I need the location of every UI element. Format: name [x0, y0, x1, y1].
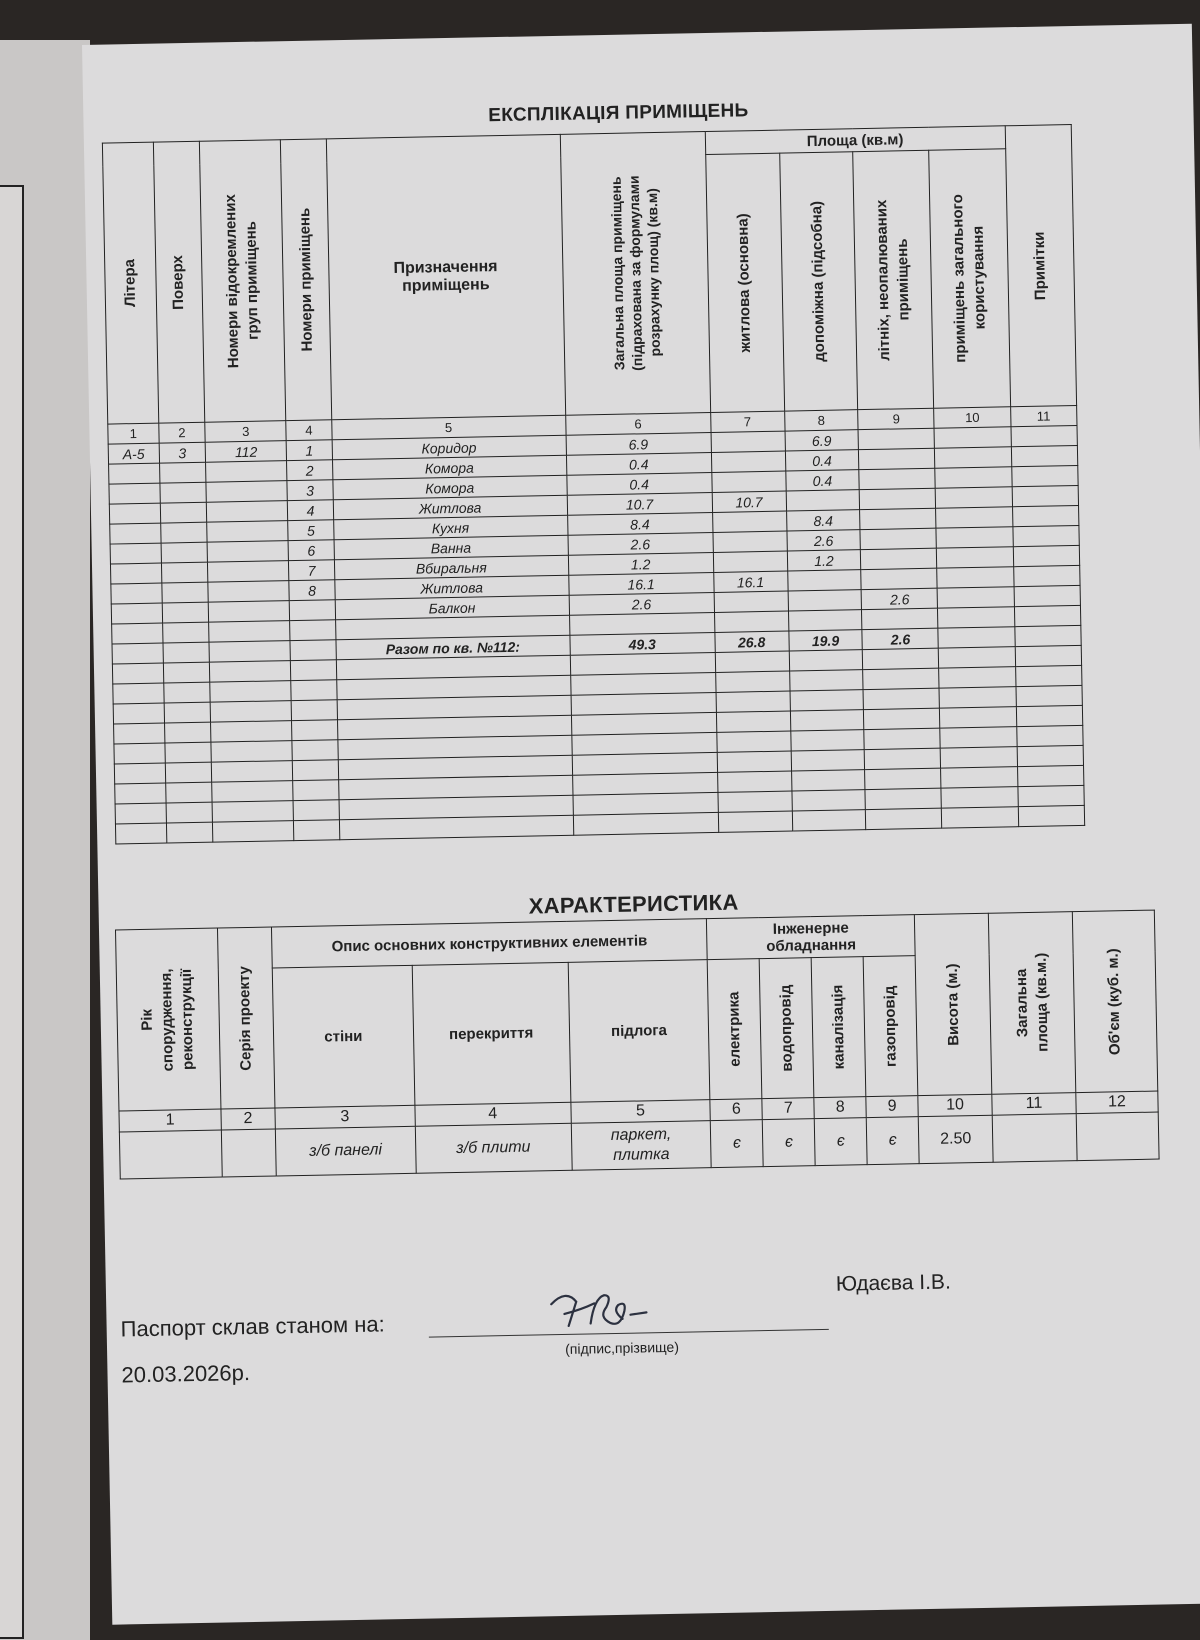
col-index: 6: [565, 413, 710, 436]
col-index: 2: [221, 1108, 275, 1130]
table-cell: [940, 727, 1016, 748]
table-cell: [212, 761, 293, 783]
table-cell: [291, 680, 337, 701]
table-cell: [790, 710, 864, 731]
table-cell: [937, 547, 1013, 568]
table-cell: [865, 768, 941, 789]
col-index: 7: [762, 1098, 814, 1120]
table-cell: [936, 507, 1012, 528]
table-cell: 10.7: [567, 492, 712, 515]
header-height: Висота (м.): [943, 963, 962, 1046]
table-cell: Вбиральня: [334, 555, 568, 579]
table-cell: [570, 672, 715, 695]
table-cell: [292, 720, 338, 741]
table-cell: [294, 820, 340, 841]
table-cell: [339, 815, 573, 839]
col-index: 9: [866, 1096, 918, 1118]
table-cell: [1017, 745, 1084, 766]
table-cell: [1015, 665, 1082, 686]
col-index: 2: [158, 422, 205, 443]
header-total-area-char: Загальна площа (кв.м.): [1012, 953, 1052, 1053]
table-cell: [788, 610, 862, 631]
table-cell: [715, 651, 789, 672]
table-cell: [210, 661, 291, 683]
char-value-electric: є: [711, 1120, 764, 1168]
char-value: [119, 1130, 222, 1179]
document-page: [82, 24, 1200, 1625]
table-cell: [212, 781, 293, 803]
table-cell: [159, 462, 206, 483]
char-value-walls: з/б панелі: [275, 1126, 416, 1176]
header-floors-over: перекриття: [412, 962, 571, 1105]
table-cell: [1015, 645, 1082, 666]
table-cell: [161, 582, 208, 603]
table-cell: 0.4: [566, 472, 711, 495]
table-cell: 2.6: [569, 592, 714, 615]
table-cell: 26.8: [715, 631, 789, 652]
table-cell: [935, 467, 1011, 488]
table-cell: [864, 708, 940, 729]
table-cell: [115, 783, 166, 804]
table-cell: [860, 508, 936, 529]
table-cell: [718, 791, 792, 812]
header-common: приміщень загального користування: [949, 194, 989, 364]
table-cell: [717, 771, 791, 792]
table-cell: [938, 607, 1014, 628]
table-cell: [936, 527, 1012, 548]
left-page-edge: [0, 40, 90, 1640]
table-cell: [114, 743, 165, 764]
table-cell: [715, 671, 789, 692]
char-value-water: є: [763, 1119, 816, 1167]
col-index: 1: [108, 423, 159, 444]
table-cell: [207, 501, 288, 523]
col-index: 4: [286, 420, 332, 441]
table-cell: [936, 487, 1012, 508]
table-cell: [572, 752, 717, 775]
left-page-border: [0, 185, 24, 1639]
col-index: 8: [814, 1097, 866, 1119]
table-cell: [110, 523, 161, 544]
table-cell: [1011, 465, 1078, 486]
table-cell: [109, 503, 160, 524]
table-cell: [209, 641, 290, 663]
table-cell: [208, 581, 289, 603]
table-cell: [161, 542, 208, 563]
table-cell: [859, 448, 935, 469]
table-cell: [291, 700, 337, 721]
table-cell: 19.9: [788, 630, 862, 651]
header-walls: стіни: [272, 965, 414, 1108]
table-cell: [1017, 765, 1084, 786]
table-cell: [115, 823, 166, 844]
table-cell: [572, 772, 717, 795]
table-cell: [939, 687, 1015, 708]
col-index: 8: [784, 410, 858, 431]
header-gas: газопровід: [880, 985, 900, 1067]
table-cell: Житлова: [335, 575, 569, 599]
characteristics-title: ХАРАКТЕРИСТИКА: [528, 889, 739, 919]
header-floor: підлога: [568, 960, 710, 1103]
table-cell: [861, 568, 937, 589]
header-notes: Примітки: [1031, 231, 1050, 301]
col-index: 10: [934, 407, 1010, 428]
table-cell: Комора: [332, 455, 566, 479]
table-cell: [1016, 705, 1083, 726]
table-cell: [860, 528, 936, 549]
table-cell: [1011, 445, 1078, 466]
characteristics-table: [115, 910, 1160, 1180]
table-cell: [863, 668, 939, 689]
table-cell: [792, 810, 866, 831]
header-poverkh: Поверх: [169, 254, 188, 310]
table-cell: [865, 748, 941, 769]
table-cell: 8.4: [786, 510, 860, 531]
table-cell: 112: [205, 441, 286, 463]
col-index: 9: [858, 408, 934, 429]
table-cell: [939, 647, 1015, 668]
table-cell: 8.4: [567, 512, 712, 535]
table-cell: [207, 521, 288, 543]
table-cell: [290, 620, 336, 641]
table-cell: [165, 762, 212, 783]
table-cell: [160, 502, 207, 523]
table-cell: [290, 640, 336, 661]
table-cell: [937, 567, 1013, 588]
table-cell: [206, 461, 287, 483]
table-cell: Коридор: [332, 435, 566, 459]
table-cell: 8: [289, 580, 335, 601]
table-cell: [113, 703, 164, 724]
table-cell: [790, 730, 864, 751]
table-cell: [1016, 725, 1083, 746]
table-cell: [791, 770, 865, 791]
table-cell: [862, 608, 938, 629]
table-cell: [570, 652, 715, 675]
char-value-sewer: є: [814, 1118, 867, 1166]
table-cell: [942, 807, 1018, 828]
header-volume: Об'єм (куб. м.): [1105, 947, 1125, 1055]
col-index: 4: [415, 1102, 571, 1126]
table-cell: [711, 471, 785, 492]
header-year: Рік спорудження, реконструкції: [138, 967, 198, 1072]
table-cell: [114, 763, 165, 784]
table-cell: [163, 682, 210, 703]
table-cell: [571, 692, 716, 715]
table-cell: [573, 792, 718, 815]
table-cell: [865, 788, 941, 809]
table-cell: [162, 602, 209, 623]
char-value: [1076, 1112, 1159, 1161]
table-cell: [1012, 505, 1079, 526]
table-cell: [571, 732, 716, 755]
table-cell: 7: [289, 560, 335, 581]
table-cell: [790, 690, 864, 711]
table-cell: [164, 722, 211, 743]
table-cell: [209, 621, 290, 643]
table-cell: [938, 627, 1014, 648]
table-cell: [159, 482, 206, 503]
table-cell: [211, 721, 292, 743]
table-cell: [711, 431, 785, 452]
table-cell: 6.9: [566, 433, 711, 456]
table-cell: [290, 600, 336, 621]
table-cell: [292, 740, 338, 761]
table-cell: [861, 548, 937, 569]
col-index: 7: [710, 411, 784, 432]
col-index: 1: [119, 1109, 221, 1132]
table-cell: [110, 563, 161, 584]
table-cell: [716, 691, 790, 712]
explication-table: [102, 124, 1085, 844]
table-cell: 1.2: [787, 550, 861, 571]
col-index: 11: [992, 1093, 1076, 1116]
table-cell: [207, 541, 288, 563]
explication-body: [108, 425, 1085, 844]
col-index: 10: [918, 1094, 992, 1116]
table-cell: [161, 562, 208, 583]
header-sewer: каналізація: [828, 984, 848, 1070]
table-cell: Комора: [333, 475, 567, 499]
table-cell: [717, 751, 791, 772]
table-cell: 6.9: [785, 430, 859, 451]
table-cell: [1018, 785, 1085, 806]
table-cell: 3: [159, 442, 206, 463]
table-cell: [1014, 625, 1081, 646]
table-cell: [713, 531, 787, 552]
table-cell: [293, 760, 339, 781]
table-cell: [1013, 565, 1080, 586]
header-aux: допоміжна (підсобна): [808, 200, 829, 363]
table-cell: [109, 483, 160, 504]
table-cell: 16.1: [713, 571, 787, 592]
table-cell: Кухня: [333, 515, 567, 539]
table-cell: [164, 702, 211, 723]
table-cell: [786, 490, 860, 511]
table-cell: [935, 447, 1011, 468]
handwritten-signature: [546, 1282, 657, 1334]
table-cell: [112, 643, 163, 664]
table-cell: [716, 711, 790, 732]
table-cell: [165, 782, 212, 803]
table-cell: [714, 611, 788, 632]
table-cell: [934, 427, 1010, 448]
table-cell: [859, 468, 935, 489]
header-total-area: Загальна площа приміщень (підрахована за формулами розрахунку площ) (кв.м): [607, 175, 663, 372]
table-cell: [941, 787, 1017, 808]
table-cell: [1014, 585, 1081, 606]
table-cell: [938, 587, 1014, 608]
table-cell: [206, 481, 287, 503]
table-cell: 3: [287, 480, 333, 501]
signature-caption: (підпис,прізвище): [564, 1338, 680, 1357]
table-cell: [110, 543, 161, 564]
table-cell: 16.1: [568, 572, 713, 595]
header-engineering: Інженерне обладнання: [707, 915, 915, 960]
table-cell: 2.6: [786, 530, 860, 551]
header-rooms: Номери приміщень: [295, 207, 316, 352]
table-cell: [208, 561, 289, 583]
signature-date: 20.03.2026р.: [121, 1360, 251, 1388]
char-value: [992, 1114, 1077, 1163]
table-cell: [573, 812, 718, 835]
header-living: житлова (основна): [734, 213, 755, 353]
table-cell: [1011, 425, 1078, 446]
table-cell: [789, 670, 863, 691]
table-cell: [788, 590, 862, 611]
header-summer: літніх, неопалюваних приміщень: [873, 199, 913, 361]
table-cell: [791, 750, 865, 771]
table-cell: [211, 741, 292, 763]
char-value-gas: є: [866, 1117, 919, 1165]
table-cell: [212, 801, 293, 823]
table-cell: Разом по кв. №112:: [336, 635, 570, 659]
table-cell: [713, 551, 787, 572]
table-cell: [864, 728, 940, 749]
col-index: 5: [570, 1100, 710, 1124]
table-cell: [111, 583, 162, 604]
table-cell: 0.4: [566, 452, 711, 475]
table-cell: [112, 623, 163, 644]
header-elements: Опис основних конструктивних елементів: [271, 919, 707, 968]
table-cell: [863, 688, 939, 709]
table-cell: [166, 822, 213, 843]
table-cell: 2.6: [568, 532, 713, 555]
table-cell: [787, 570, 861, 591]
table-cell: 1: [286, 440, 332, 461]
table-cell: [1016, 685, 1083, 706]
table-cell: [941, 747, 1017, 768]
header-series: Серія проекту: [236, 965, 256, 1071]
table-cell: [941, 767, 1017, 788]
col-index: 11: [1010, 405, 1077, 426]
table-cell: [163, 662, 210, 683]
table-cell: [718, 811, 792, 832]
char-value: [221, 1129, 276, 1177]
table-cell: [1013, 525, 1080, 546]
table-cell: [1018, 805, 1085, 826]
table-cell: А-5: [108, 443, 159, 464]
table-cell: [112, 663, 163, 684]
table-cell: [293, 780, 339, 801]
table-cell: [114, 723, 165, 744]
table-cell: 6: [288, 540, 334, 561]
table-cell: [209, 601, 290, 623]
table-cell: [939, 667, 1015, 688]
table-cell: [716, 731, 790, 752]
table-cell: [858, 428, 934, 449]
col-index: 3: [275, 1105, 415, 1129]
table-cell: [789, 650, 863, 671]
table-cell: 49.3: [570, 632, 715, 655]
table-cell: [109, 463, 160, 484]
table-cell: Балкон: [335, 595, 569, 619]
table-cell: [1012, 485, 1079, 506]
table-cell: [1014, 605, 1081, 626]
table-cell: [940, 707, 1016, 728]
table-cell: Житлова: [333, 495, 567, 519]
table-cell: [164, 742, 211, 763]
table-cell: [160, 522, 207, 543]
header-litera: Літера: [120, 259, 139, 308]
table-cell: [791, 790, 865, 811]
table-cell: [115, 803, 166, 824]
col-index: 3: [205, 421, 286, 443]
table-cell: [571, 712, 716, 735]
table-cell: [860, 488, 936, 509]
table-cell: [210, 681, 291, 703]
table-cell: [569, 612, 714, 635]
table-cell: [712, 511, 786, 532]
table-cell: [111, 603, 162, 624]
table-cell: [866, 808, 942, 829]
table-cell: 2.6: [861, 588, 937, 609]
table-cell: 10.7: [712, 491, 786, 512]
table-cell: [293, 800, 339, 821]
table-cell: [166, 802, 213, 823]
table-cell: 2.6: [862, 628, 938, 649]
table-cell: [163, 642, 210, 663]
table-cell: 1.2: [568, 552, 713, 575]
table-cell: [711, 451, 785, 472]
table-cell: [113, 683, 164, 704]
table-cell: [714, 591, 788, 612]
table-cell: 4: [288, 500, 334, 521]
table-cell: [863, 648, 939, 669]
col-index: 6: [710, 1099, 762, 1121]
table-cell: 2: [287, 460, 333, 481]
char-value-height: 2.50: [918, 1115, 993, 1163]
char-value-floor: паркет, плитка: [571, 1121, 712, 1171]
header-water: водопровід: [776, 984, 796, 1072]
table-cell: 0.4: [785, 470, 859, 491]
table-cell: [291, 660, 337, 681]
table-cell: [1013, 545, 1080, 566]
table-cell: Ванна: [334, 535, 568, 559]
signature-label: Паспорт склав станом на:: [120, 1311, 385, 1342]
table-cell: 5: [288, 520, 334, 541]
char-value-floors-over: з/б плити: [415, 1123, 572, 1173]
header-purpose: Призначення приміщень: [326, 134, 565, 419]
header-area-group: Площа (кв.м): [705, 126, 1005, 155]
col-index: 12: [1076, 1091, 1158, 1114]
table-cell: [213, 821, 294, 843]
header-electric: електрика: [725, 991, 744, 1067]
table-cell: [162, 622, 209, 643]
header-groups: Номери відокремлених груп приміщень: [222, 193, 262, 369]
explication-title: ЕКСПЛІКАЦІЯ ПРИМІЩЕНЬ: [488, 100, 749, 127]
table-cell: [210, 701, 291, 723]
table-cell: 0.4: [785, 450, 859, 471]
col-index: 5: [331, 415, 565, 439]
signer-name: Юдаєва І.В.: [835, 1270, 952, 1296]
